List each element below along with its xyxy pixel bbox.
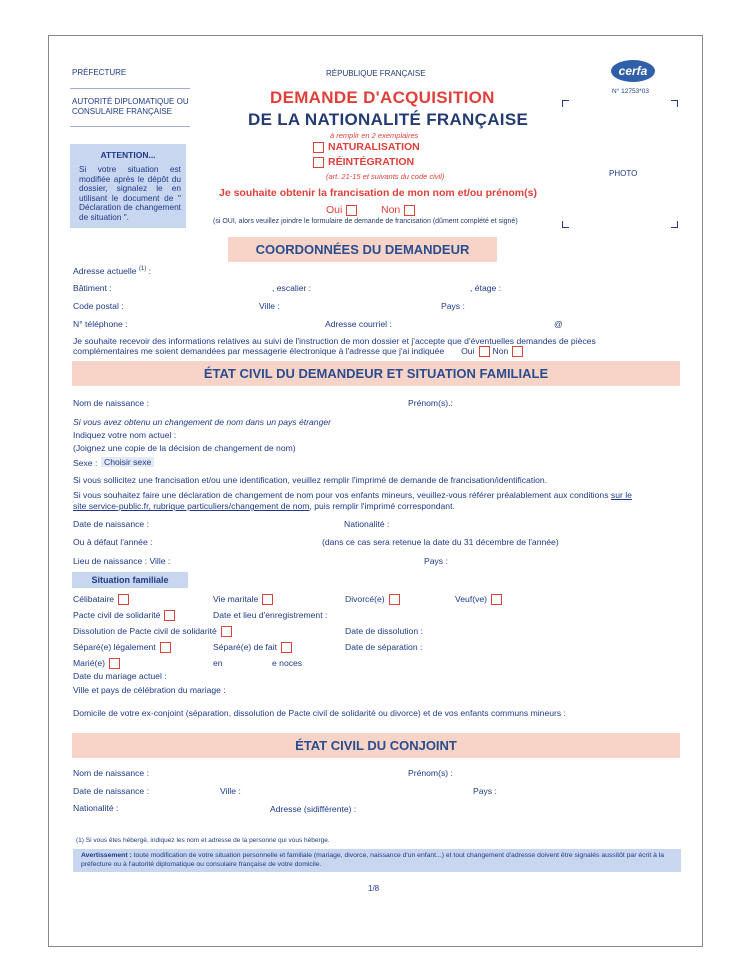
consent-line1: Je souhaite recevoir des informations relatives au suivi de l'instruction de mon dossier et j'accepte que d'éventuelles demandes de pièces: [73, 336, 596, 346]
ville-pays-mariage-label: Ville et pays de célébration du mariage :: [73, 685, 226, 695]
option-naturalisation[interactable]: [313, 141, 420, 153]
francisation-non[interactable]: [381, 204, 415, 216]
retenue-note: (dans ce cas sera retenue la date du 31 décembre de l'année): [322, 537, 559, 547]
non-label: Non: [381, 204, 401, 216]
consent-non-checkbox[interactable]: [512, 346, 523, 357]
batiment-label: Bâtiment :: [73, 283, 112, 293]
francisation-info: Si vous sollicitez une francisation et/ou une identification, veuillez remplir l'imprimé de demande de francisation/identification.: [73, 475, 548, 485]
photo-corner-bl: [562, 221, 569, 228]
en-label: en: [213, 658, 223, 668]
avertissement-box: [73, 849, 681, 872]
form-title-line2: DE LA NATIONALITÉ FRANÇAISE: [248, 110, 529, 129]
nationalite-label: Nationalité :: [344, 519, 390, 529]
separe-legal-option[interactable]: Séparé(e) légalement: [73, 642, 171, 653]
consent-line2: complémentaires me soient demandées par messagerie électronique à l'adresse que j'ai indiquée Oui Non: [73, 346, 523, 357]
etat-civil-section-title: ÉTAT CIVIL DU DEMANDEUR ET SITUATION FAMILIALE: [72, 361, 680, 386]
consent-oui-checkbox[interactable]: [479, 346, 490, 357]
escalier-label: , escalier :: [272, 283, 312, 293]
cerfa-number: N° 12753*03: [612, 88, 649, 95]
courriel-label: Adresse courriel :: [325, 319, 392, 329]
prenoms-label: Prénom(s).:: [408, 398, 453, 408]
francisation-oui[interactable]: [326, 204, 357, 216]
attention-text: Si votre situation est modifiée après le dépôt du dossier, signalez le en utilisant le document de " Déclaration de changement de situation ".: [79, 164, 181, 222]
reintegration-checkbox[interactable]: [313, 157, 324, 168]
coordonnees-section-title: COORDONNÉES DU DEMANDEUR: [228, 237, 497, 262]
francisation-question: Je souhaite obtenir la francisation de mon nom et/ou prénom(s): [219, 187, 537, 199]
conjoint-section-title: ÉTAT CIVIL DU CONJOINT: [72, 733, 680, 758]
pays-label: Pays :: [441, 301, 465, 311]
date-lieu-enreg-label: Date et lieu d'enregistrement :: [213, 610, 328, 620]
service-public-link[interactable]: sur le: [610, 490, 632, 500]
nom-actuel-label: Indiquez votre nom actuel :: [73, 430, 177, 440]
cerfa-logo-text: cerfa: [618, 64, 648, 78]
cerfa-logo: [611, 60, 655, 82]
changement-nom-note: Si vous avez obtenu un changement de nom dans un pays étranger: [73, 417, 331, 427]
attention-box: [70, 144, 186, 228]
joindre-note: (Joignez une copie de la décision de changement de nom): [73, 443, 296, 453]
conjoint-date-naissance-label: Date de naissance :: [73, 786, 149, 796]
oui-checkbox[interactable]: [346, 205, 357, 216]
ou-defaut-label: Ou à défaut l'année :: [73, 537, 153, 547]
sexe-label: Sexe :: [73, 458, 98, 468]
separe-fait-option[interactable]: Séparé(e) de fait: [213, 642, 292, 653]
date-dissolution-label: Date de dissolution :: [345, 626, 423, 636]
conjoint-pays-label: Pays :: [473, 786, 497, 796]
veuf-checkbox[interactable]: [491, 594, 502, 605]
lieu-pays-label: Pays :: [424, 556, 448, 566]
republique-label: RÉPUBLIQUE FRANÇAISE: [326, 69, 426, 78]
avertissement-label: Avertissement :: [81, 852, 132, 859]
date-separation-label: Date de séparation :: [345, 642, 423, 652]
lieu-naissance-label: Lieu de naissance : Ville :: [73, 556, 171, 566]
dissolution-pacs-option[interactable]: Dissolution de Pacte civil de solidarité: [73, 626, 232, 637]
photo-label: PHOTO: [609, 169, 638, 178]
date-naissance-label: Date de naissance :: [73, 519, 149, 529]
page-number: 1/8: [368, 884, 380, 893]
enfants-line1: Si vous souhaitez faire une déclaration de changement de nom pour vos enfants mineurs, veuillez-vous référer préalablement aux conditions sur le: [73, 490, 632, 500]
naturalisation-label: NATURALISATION: [328, 141, 420, 153]
divorce-option[interactable]: Divorcé(e): [345, 594, 400, 605]
subtitle: à remplir en 2 exemplaires: [330, 131, 419, 140]
date-mariage-label: Date du mariage actuel :: [73, 671, 167, 681]
articles-note: (art. 21-15 et suivants du code civil): [326, 172, 445, 181]
separe-fait-checkbox[interactable]: [281, 642, 292, 653]
adresse-label: Adresse actuelle $^{(1)}$ :: [73, 266, 152, 276]
dissolution-pacs-checkbox[interactable]: [221, 626, 232, 637]
conjoint-nationalite-label: Nationalité :: [73, 803, 119, 813]
autorite-label: AUTORITÉ DIPLOMATIQUE OU CONSULAIRE FRANÇAISE: [72, 97, 189, 116]
pacs-option[interactable]: Pacte civil de solidarité: [73, 610, 175, 621]
veuf-option[interactable]: Veuf(ve): [455, 594, 502, 605]
code-postal-label: Code postal :: [73, 301, 124, 311]
photo-corner-br: [671, 221, 678, 228]
vie-maritale-checkbox[interactable]: [262, 594, 273, 605]
oui-label: Oui: [326, 204, 343, 216]
at-sign: @: [554, 319, 563, 329]
divider: [70, 88, 190, 89]
telephone-label: N° téléphone :: [73, 319, 128, 329]
option-reintegration[interactable]: [313, 156, 414, 168]
conjoint-prenoms-label: Prénom(s) :: [408, 768, 453, 778]
enfants-line2: site service-public.fr, rubrique particuliers/changement de nom, puis remplir l'imprimé correspondant.: [73, 501, 455, 511]
nom-naissance-label: Nom de naissance :: [73, 398, 149, 408]
domicile-ex-label: Domicile de votre ex-conjoint (séparation, dissolution de Pacte civil de solidarité ou divorce) et de vos enfants communs mineurs :: [73, 708, 566, 718]
etage-label: , étage :: [470, 283, 502, 293]
conjoint-adresse-label: Adresse (sidifférente) :: [270, 804, 357, 814]
francisation-note: (si OUI, alors veuillez joindre le formulaire de demande de francisation (dûment complété et signé): [213, 218, 518, 225]
ville-label: Ville :: [259, 301, 280, 311]
avertissement-text: toute modification de votre situation personnelle et familiale (mariage, divorce, naissance d'un enfant...) et tout changement d'adresse doivent être signalés aussitôt par écrit à la préfecture ou à l'autorité diplomatique ou consulaire française de votre domicile.: [81, 852, 665, 868]
attention-title: ATTENTION...: [100, 150, 156, 160]
situation-familiale-title: Situation familiale: [72, 572, 188, 588]
service-public-link-cont[interactable]: site service-public.fr, rubrique particuliers/changement de nom: [73, 501, 310, 511]
divider: [70, 126, 190, 127]
form-title-line1: DEMANDE D'ACQUISITION: [270, 88, 495, 107]
divorce-checkbox[interactable]: [389, 594, 400, 605]
photo-corner-tl: [562, 100, 569, 107]
naturalisation-checkbox[interactable]: [313, 142, 324, 153]
celibataire-checkbox[interactable]: [118, 594, 129, 605]
prefecture-label: PRÉFECTURE: [72, 68, 127, 77]
noces-label: e noces: [272, 658, 303, 668]
reintegration-label: RÉINTÉGRATION: [328, 156, 415, 168]
photo-corner-tr: [671, 100, 678, 107]
pacs-checkbox[interactable]: [164, 610, 175, 621]
non-checkbox[interactable]: [404, 205, 415, 216]
sexe-select[interactable]: Choisir sexe: [101, 457, 154, 467]
celibataire-option[interactable]: Célibataire: [73, 594, 129, 605]
vie-maritale-option[interactable]: Vie maritale: [213, 594, 273, 605]
conjoint-ville-label: Ville :: [220, 786, 241, 796]
marie-checkbox[interactable]: [109, 658, 120, 669]
footnote: (1) Si vous êtes hébergé, indiquez les nom et adresse de la personne qui vous héberge.: [76, 837, 330, 844]
separe-legal-checkbox[interactable]: [160, 642, 171, 653]
conjoint-nom-label: Nom de naissance :: [73, 768, 149, 778]
marie-option[interactable]: Marié(e): [73, 658, 120, 669]
